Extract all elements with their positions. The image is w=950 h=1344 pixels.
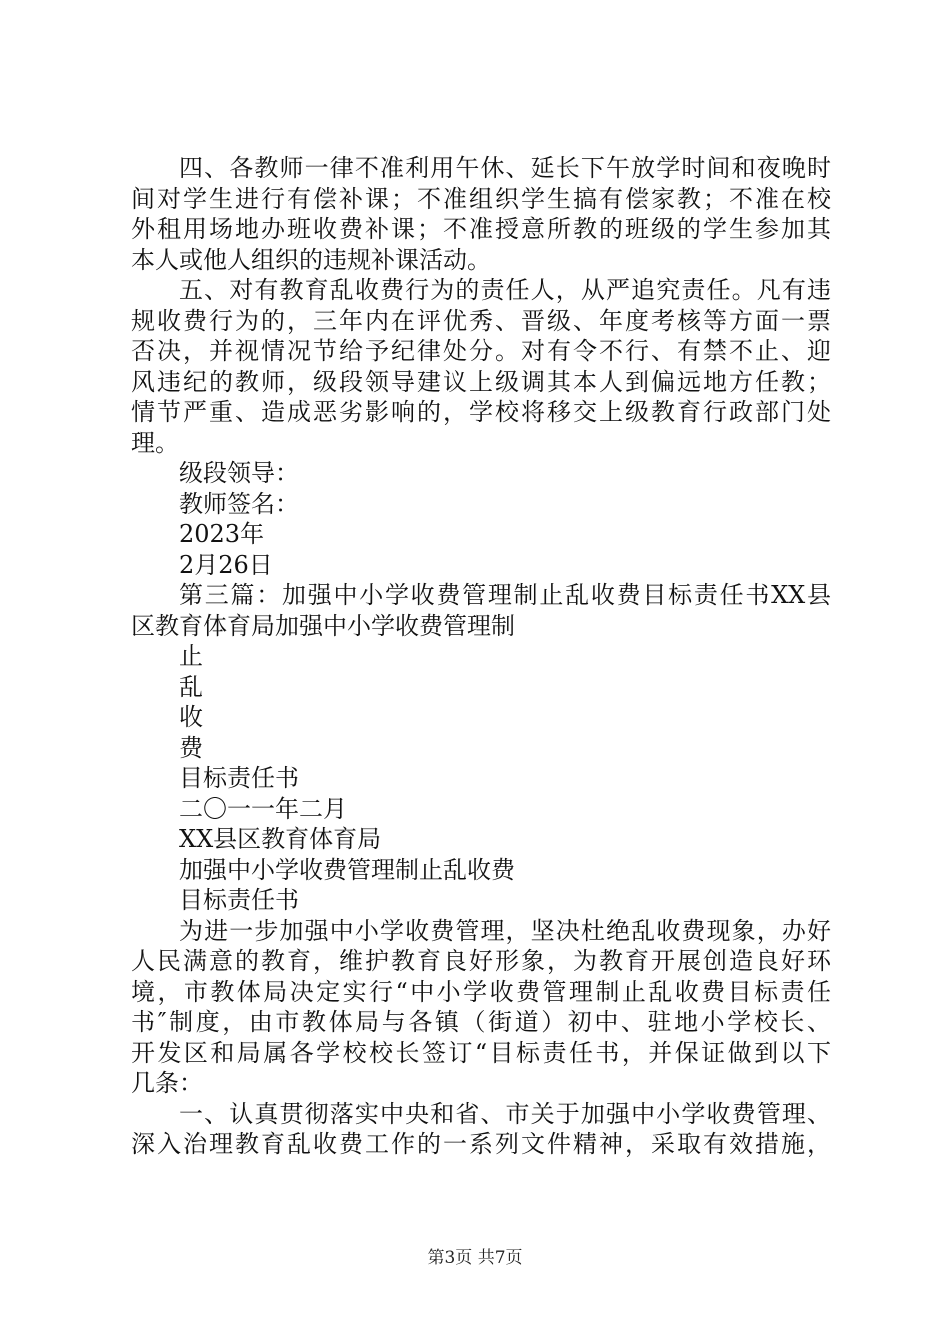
text-line: 目标责任书 (179, 886, 299, 914)
text-line: 境，市教体局决定实行“中小学收费管理制止乱收费目标责任 (131, 977, 831, 1006)
text-line: 第三篇：加强中小学收费管理制止乱收费目标责任书XX县 (179, 581, 831, 609)
text-line: 2月26日 (179, 550, 273, 579)
text-line: 外租用场地办班收费补课；不准授意所教的班级的学生参加其 (131, 215, 831, 243)
text-line: 风违纪的教师，级段领导建议上级调其本人到偏远地方任教； (131, 367, 831, 396)
text-line: 收 (179, 703, 203, 731)
document-body (131, 153, 831, 1160)
text-line: 本人或他人组织的违规补课活动。 (131, 245, 491, 274)
text-line: 区教育体育局加强中小学收费管理制 (131, 611, 515, 640)
text-line: 深入治理教育乱收费工作的一系列文件精神，采取有效措施， (131, 1130, 831, 1158)
text-line: 止 (179, 642, 203, 670)
text-line: 教师签名： (179, 489, 299, 518)
text-line: 级段领导： (179, 459, 299, 487)
text-line: 2023年 (179, 520, 265, 548)
text-line: 二〇一一年二月 (179, 794, 347, 823)
text-line: 否决，并视情况节给予纪律处分。对有令不行、有禁不止、迎 (131, 337, 831, 365)
text-line: 规收费行为的，三年内在评优秀、晋级、年度考核等方面一票 (131, 306, 831, 335)
text-line: 费 (179, 733, 203, 762)
text-line: 一、认真贯彻落实中央和省、市关于加强中小学收费管理、 (179, 1099, 831, 1128)
text-line: 加强中小学收费管理制止乱收费 (179, 855, 515, 884)
text-line: 五、对有教育乱收费行为的责任人，从严追究责任。凡有违 (179, 276, 831, 304)
text-line: 人民满意的教育，维护教育良好形象，为教育开展创造良好环 (131, 947, 831, 975)
text-line: 理。 (131, 428, 179, 457)
text-line: 开发区和局属各学校校长签订“目标责任书，并保证做到以下 (131, 1038, 831, 1067)
text-line: 目标责任书 (179, 764, 299, 792)
text-line: 几条： (131, 1069, 203, 1097)
text-line: 间对学生进行有偿补课；不准组织学生搞有偿家教；不准在校 (131, 184, 831, 213)
text-line: 乱 (179, 672, 203, 701)
text-line: 情节严重、造成恶劣影响的，学校将移交上级教育行政部门处 (131, 398, 831, 426)
text-line: XX县区教育体育局 (179, 825, 382, 853)
text-line: 为进一步加强中小学收费管理，坚决杜绝乱收费现象，办好 (179, 916, 831, 945)
page-footer: 第3页 共7页 (427, 1248, 523, 1268)
text-line: 四、各教师一律不准利用午休、延长下午放学时间和夜晚时 (179, 154, 831, 182)
text-line: 书″制度，由市教体局与各镇（街道）初中、驻地小学校长、 (131, 1008, 831, 1036)
